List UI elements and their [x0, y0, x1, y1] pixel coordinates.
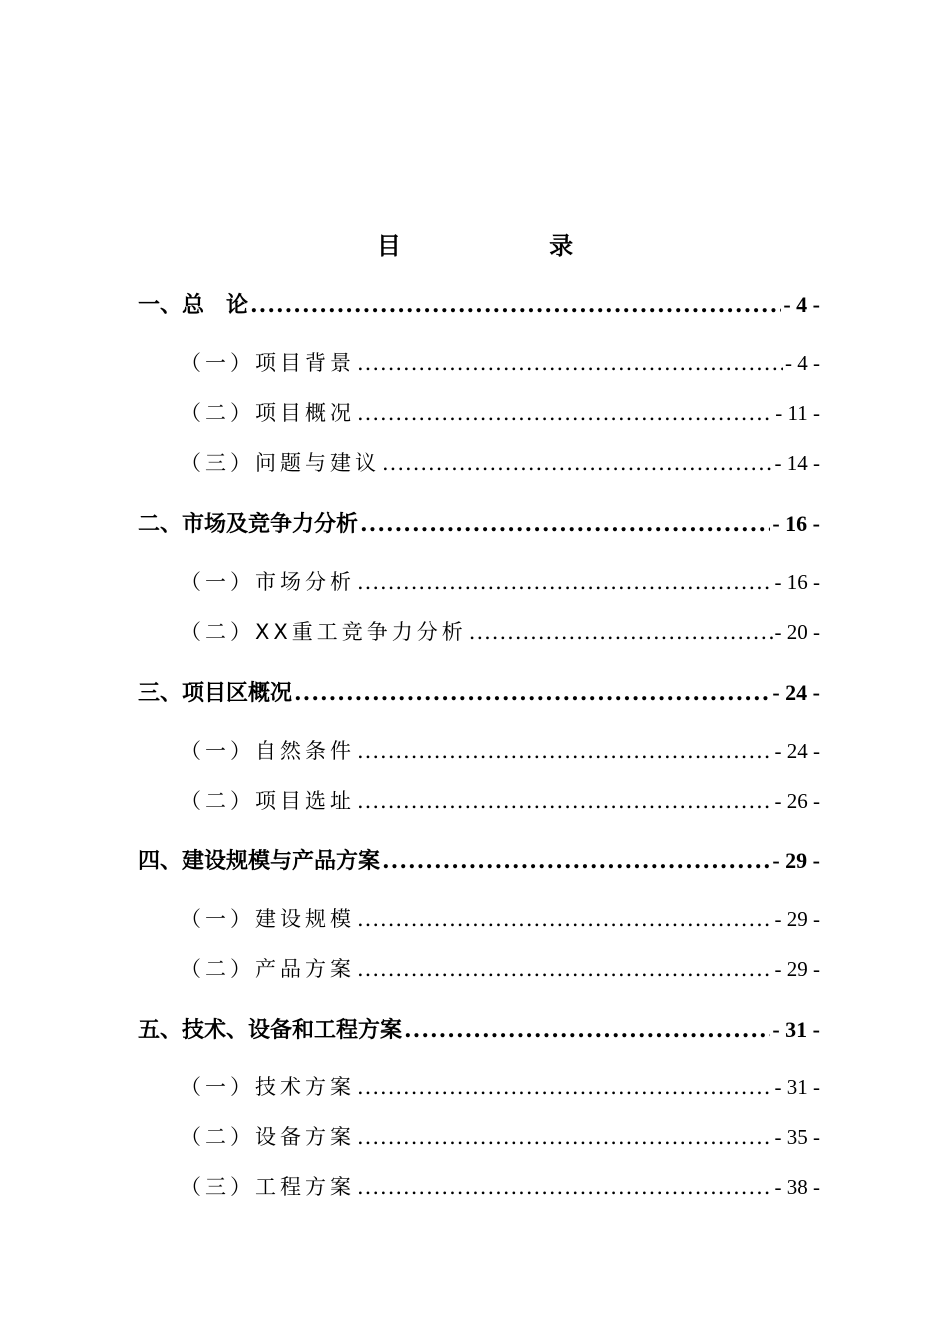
- toc-entry[interactable]: [180, 616, 820, 646]
- toc-entry-page: - 16 -: [772, 511, 820, 536]
- toc-entry-label: （二）产品方案: [180, 957, 355, 981]
- toc-entry[interactable]: [180, 953, 820, 983]
- toc-entry-label: （一）项目背景: [180, 351, 355, 375]
- toc-entry-label: （二）项目选址: [180, 789, 355, 813]
- toc-entry-page: - 31 -: [774, 1075, 820, 1099]
- toc-entry[interactable]: [180, 397, 820, 427]
- toc-leader-dots: [404, 1017, 770, 1043]
- toc-entry-page: - 35 -: [774, 1125, 820, 1149]
- toc-entry[interactable]: [180, 903, 820, 933]
- toc-entry-label: 三、项目区概况: [138, 681, 293, 706]
- toc-entry[interactable]: [180, 735, 820, 765]
- toc-leader-dots: [250, 292, 781, 318]
- toc-entry-label: （一）市场分析: [180, 570, 355, 594]
- toc-leader-dots: [357, 570, 773, 594]
- toc-entry[interactable]: [180, 1071, 820, 1101]
- toc-entry-label: （一）建设规模: [180, 907, 355, 931]
- toc-leader-dots: [357, 1125, 773, 1149]
- toc-entry-label: （二）设备方案: [180, 1125, 355, 1149]
- toc-entry-page: - 26 -: [774, 789, 820, 813]
- toc-entry[interactable]: [180, 347, 820, 377]
- toc-entry-page: - 11 -: [775, 401, 820, 425]
- toc-leader-dots: [357, 739, 773, 763]
- toc-leader-dots: [382, 451, 773, 475]
- toc-entry-label: （三）问题与建议: [180, 451, 380, 475]
- toc-entry[interactable]: [138, 676, 820, 707]
- toc-leader-dots: [357, 957, 773, 981]
- toc-entry-label: （一）技术方案: [180, 1075, 355, 1099]
- toc-entry-page: - 16 -: [774, 570, 820, 594]
- toc-leader-dots: [469, 620, 773, 644]
- toc-entry[interactable]: [138, 507, 820, 538]
- toc-entry-page: - 29 -: [774, 907, 820, 931]
- toc-entry[interactable]: [138, 288, 820, 319]
- toc-entry[interactable]: [180, 566, 820, 596]
- toc-leader-dots: [382, 848, 770, 874]
- toc-entry-page: - 20 -: [774, 620, 820, 644]
- toc-entry[interactable]: [180, 1171, 820, 1201]
- toc-entry-page: - 38 -: [774, 1175, 820, 1199]
- toc-entry-label: 四、建设规模与产品方案: [138, 849, 381, 874]
- toc-leader-dots: [357, 401, 773, 425]
- toc-entry-label: （三）工程方案: [180, 1175, 355, 1199]
- toc-title: 目 录: [376, 232, 644, 260]
- toc-entry[interactable]: [180, 1121, 820, 1151]
- toc-entry-label: 二、市场及竞争力分析: [138, 512, 359, 537]
- toc-entry-page: - 29 -: [772, 848, 820, 873]
- toc-entry-label: （一）自然条件: [180, 739, 355, 763]
- toc-leader-dots: [357, 1175, 773, 1199]
- toc-leader-dots: [357, 351, 783, 375]
- toc-entry-page: - 29 -: [774, 957, 820, 981]
- toc-entry[interactable]: [138, 844, 820, 875]
- toc-leader-dots: [357, 1075, 773, 1099]
- toc-entry-label: （二）XX重工竞争力分析: [180, 620, 467, 644]
- toc-entry-page: - 24 -: [772, 680, 820, 705]
- toc-entry[interactable]: [138, 1013, 820, 1044]
- toc-entry-page: - 4 -: [783, 292, 820, 317]
- toc-entry[interactable]: [180, 447, 820, 477]
- toc-entry-label: 五、技术、设备和工程方案: [138, 1018, 403, 1043]
- toc-leader-dots: [294, 680, 770, 706]
- toc-leader-dots: [357, 789, 773, 813]
- toc-entry-page: - 14 -: [774, 451, 820, 475]
- toc-entry[interactable]: [180, 785, 820, 815]
- toc-entry-page: - 24 -: [774, 739, 820, 763]
- toc-entry-label: 一、总 论: [138, 293, 249, 318]
- toc-leader-dots: [357, 907, 773, 931]
- toc-entry-page: - 4 -: [785, 351, 820, 375]
- toc-leader-dots: [360, 511, 770, 537]
- toc-entry-label: （二）项目概况: [180, 401, 355, 425]
- toc-entry-page: - 31 -: [772, 1017, 820, 1042]
